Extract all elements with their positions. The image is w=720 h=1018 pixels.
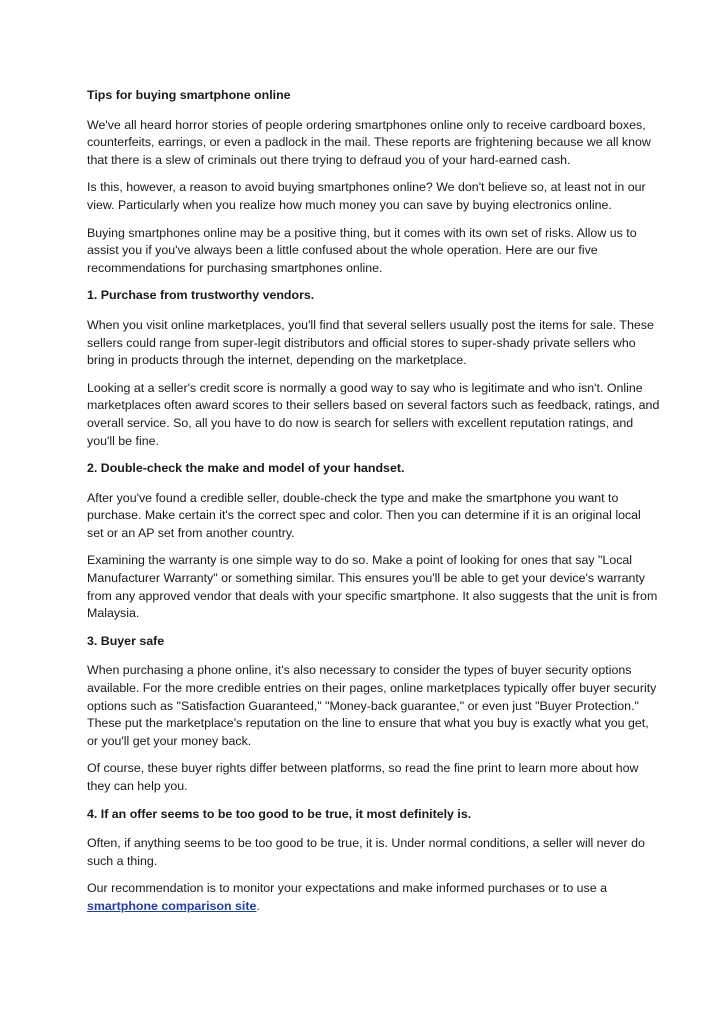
closing-punctuation: . <box>256 898 260 913</box>
document-title: Tips for buying smartphone online <box>87 88 291 102</box>
paragraph: Examining the warranty is one simple way to do so. Make a point of looking for ones that say "Local Manufacturer Warranty" or something similar. This ensures you'll be able to get your device's warranty from any approved vendor that deals with your specific smartphone. It also suggests that the unit is from Malaysia. <box>87 553 658 621</box>
closing-text: Our recommendation is to monitor your expectations and make informed purchases or to use a <box>87 881 607 896</box>
section-heading: 2. Double-check the make and model of your handset. <box>87 461 405 476</box>
paragraph: Often, if anything seems to be too good to be true, it is. Under normal conditions, a seller will never do such a thing. <box>87 836 645 868</box>
paragraph: Of course, these buyer rights differ between platforms, so read the fine print to learn more about how they can help you. <box>87 761 639 793</box>
paragraph: When purchasing a phone online, it's also necessary to consider the types of buyer security options available. For the more credible entries on their pages, online marketplaces typically offer buyer security options such as "Satisfaction Guaranteed," "Money-back guarantee," or even just "Buyer Protection." These put the marketplace's reputation on the line to ensure that what you buy is exactly what you get, or you'll get your money back. <box>87 663 657 748</box>
paragraph: Looking at a seller's credit score is normally a good way to say who is legitimate and who isn't. Online marketplaces often award scores to their sellers based on several factors such as feedback, ratings, and overall service. So, all you have to do now is search for sellers with excellent reputation ratings, and you'll be fine. <box>87 380 660 448</box>
paragraph: We've all heard horror stories of people ordering smartphones online only to receive cardboard boxes, counterfeits, earrings, or even a padlock in the mail. These reports are frightening because we all know that there is a slew of criminals out there trying to defraud you of your hard-earned cash. <box>87 117 651 167</box>
smartphone-comparison-link[interactable]: smartphone comparison site <box>87 898 257 913</box>
document-body <box>87 117 660 871</box>
paragraph: After you've found a credible seller, double-check the type and make the smartphone you want to purchase. Make certain it's the correct spec and color. Then you can determine if it is an original local set or an AP set from another country. <box>87 490 641 540</box>
paragraph: When you visit online marketplaces, you'll find that several sellers usually post the items for sale. These sellers could range from super-legit distributors and official stores to super-shady private sellers who bring in products through the internet, depending on the marketplace. <box>87 317 654 368</box>
section-heading: 1. Purchase from trustworthy vendors. <box>87 288 315 303</box>
paragraph: Is this, however, a reason to avoid buying smartphones online? We don't believe so, at least not in our view. Particularly when you realize how much money you can save by buying electronics online. <box>87 180 646 212</box>
paragraph: Buying smartphones online may be a positive thing, but it comes with its own set of risks. Allow us to assist you if you've always been a little confused about the whole operation. Here are our five recommendations for purchasing smartphones online. <box>87 225 637 275</box>
section-heading: 3. Buyer safe <box>87 633 165 648</box>
section-heading: 4. If an offer seems to be too good to be true, it most definitely is. <box>87 806 472 821</box>
closing-paragraph <box>87 880 660 915</box>
